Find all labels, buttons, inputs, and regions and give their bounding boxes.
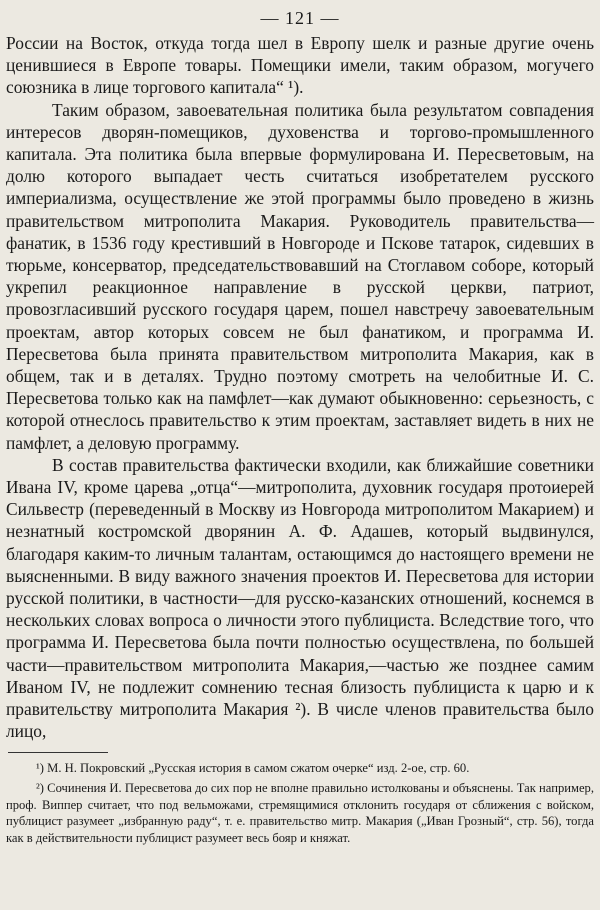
footnotes xyxy=(6,760,594,847)
main-text xyxy=(6,32,594,743)
paragraph: В состав правительства фактически входили, как ближайшие советники Ивана IV, кроме царева „отца“—митрополита, духовник государя протоиерей Сильвестр (переведенный в Москву из Новгорода митрополитом Макарием) и незнатный костромской дворянин А. Ф. Адашев, который выдвинулся, благодаря каким-то личным талантам, остающимся до настоящего времени не выясненными. В виду важного значения проектов И. Пересветова для истории русской политики, в частности—для русско-казанских отношений, коснемся в нескольких словах вопроса о личности этого публициста. Вследствие того, что программа И. Пересветова была почти полностью осуществлена, по большей части—правительством митрополита Макария,—частью же позднее самим Иваном IV, не подлежит сомнению тесная близость публициста к царю и к правительству митрополита Макария ²). В числе членов правительства было лицо, xyxy=(6,454,594,742)
footnote-2: ²) Сочинения И. Пересветова до сих пор не вполне правильно истолкованы и объяснены. Так например, проф. Виппер считает, что под вельможами, стремящимися отклонить государя от сближения с войском, публицист разумеет „избранную раду“, т. е. правительство митр. Макария („Иван Грозный“, стр. 56), тогда как в действительности публицист разумеет весь бояр и княжат. xyxy=(6,781,594,845)
page-number: — 121 — xyxy=(260,8,340,28)
footnote-divider xyxy=(8,752,108,753)
footnote-1: ¹) М. Н. Покровский „Русская история в самом сжатом очерке“ изд. 2-ое, стр. 60. xyxy=(36,760,470,775)
paragraph: Таким образом, завоевательная политика была результатом совпадения интересов дворян-помещиков, духовенства и торгово-промышленного капитала. Эта политика была впервые формулирована И. Пересветовым, на долю которого выпадает честь считаться изобретателем русского империализма, осуществление же этой программы было проведено в жизнь правительством митрополита Макария. Руководитель правительства—фанатик, в 1536 году крестивший в Новгороде и Пскове татарок, сидевших в тюрьме, консерватор, председательствовавший на Стоглавом соборе, который укрепил реакционное направление в русской церкви, патриот, провозгласивший русского государя царем, пошел навстречу завоевательным проектам, автор которых совсем не был фанатиком, и программа И. Пересветова была принята правительством митрополита Макария, как в общем, так и в деталях. Трудно поэтому смотреть на челобитные И. С. Пересветова только как на памфлет—как думают обыкновенно: серьезность, с которой отнеслось правительство к этим проектам, заставляет видеть в них не памфлет, а деловую программу. xyxy=(6,99,594,453)
paragraph-continuation: России на Восток, откуда тогда шел в Европу шелк и разные другие очень ценившиеся в Европе товары. Помещики имели, таким образом, могучего союзника в лице торгового капитала“ ¹). xyxy=(6,33,594,98)
